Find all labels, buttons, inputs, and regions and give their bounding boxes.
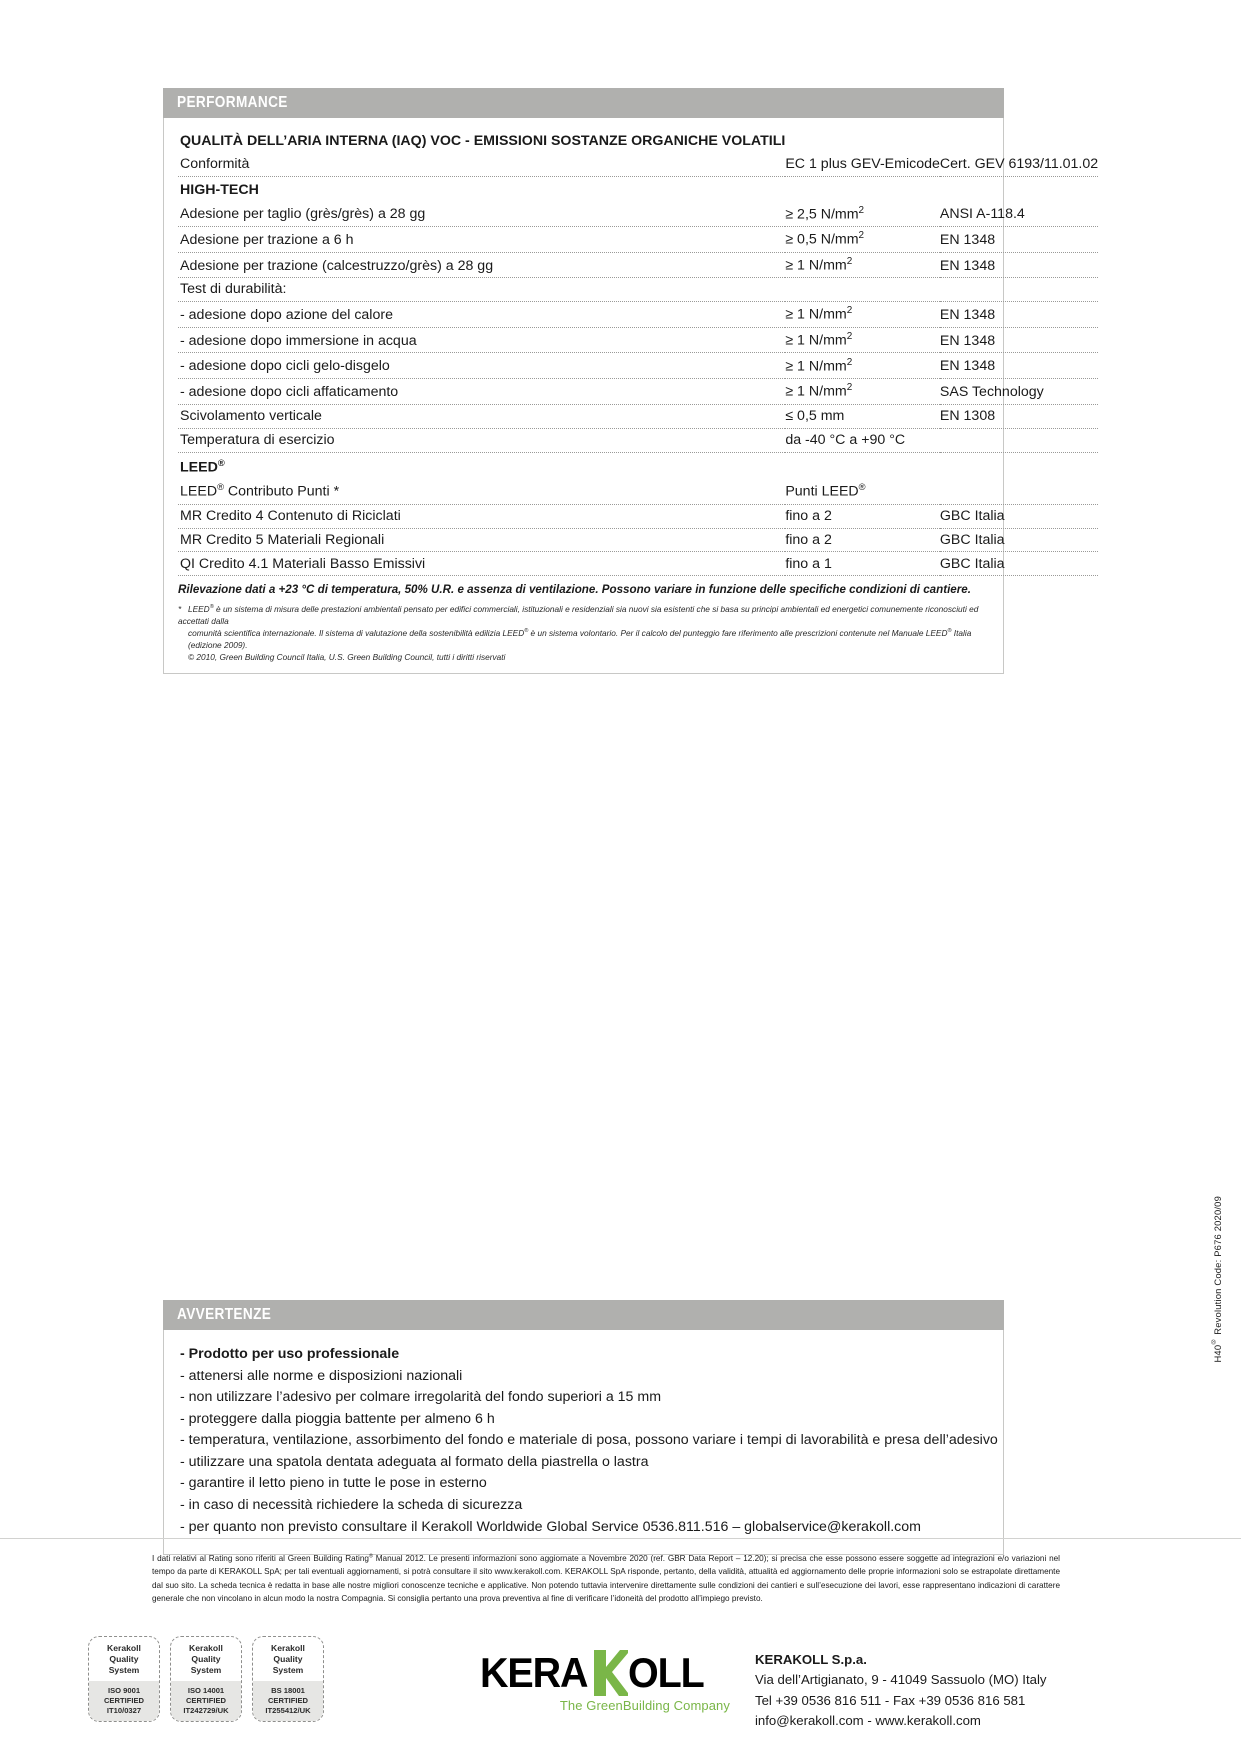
- warnings-section-title: AVVERTENZE: [177, 1306, 272, 1323]
- logo-green-k-icon: [594, 1650, 628, 1696]
- kerakoll-logo: [480, 1650, 730, 1713]
- warning-item: - per quanto non previsto consultare il Kerakoll Worldwide Global Service 0536.811.516 – globalservice@kerakoll.com: [180, 1518, 921, 1535]
- spec-value: [785, 278, 940, 302]
- badge-standard: ISO 9001 CERTIFIED IT10/0327: [89, 1681, 159, 1721]
- warning-item: - in caso di necessità richiedere la scheda di sicurezza: [180, 1497, 523, 1514]
- spec-standard: [940, 278, 1098, 302]
- certification-badge: [252, 1636, 324, 1722]
- warnings-list: [180, 1344, 998, 1538]
- spec-label: Test di durabilità:: [178, 278, 785, 302]
- spec-value: [785, 176, 940, 201]
- certification-badge: [170, 1636, 242, 1722]
- spec-label: Adesione per trazione (calcestruzzo/grès) a 28 gg: [178, 252, 785, 278]
- performance-section: [163, 88, 1099, 674]
- badge-standard: ISO 14001 CERTIFIED IT242729/UK: [171, 1681, 241, 1721]
- spec-label: Scivolamento verticale: [178, 404, 785, 428]
- company-phone: Tel +39 0536 816 511 - Fax +39 0536 816 581: [755, 1692, 1026, 1708]
- warning-item: - Prodotto per uso professionale: [180, 1346, 400, 1362]
- spec-value: da -40 °C a +90 °C: [785, 428, 940, 452]
- spec-value: ≥ 2,5 $N/mm^2$: [785, 201, 940, 226]
- performance-section-header: [163, 88, 1004, 118]
- badge-title: Kerakoll Quality System: [189, 1642, 223, 1675]
- warnings-section-body: [163, 1330, 1004, 1555]
- performance-section-title: PERFORMANCE: [177, 94, 288, 111]
- spec-label: Conformità: [178, 153, 785, 176]
- spec-value: fino a 1: [785, 552, 940, 576]
- spec-standard: EN 1308: [940, 404, 1098, 428]
- spec-standard: [940, 452, 1098, 479]
- footer-divider: [0, 1538, 1241, 1539]
- spec-standard: GBC Italia: [940, 504, 1098, 528]
- spec-standard: GBC Italia: [940, 528, 1098, 552]
- table-row: [178, 327, 1098, 353]
- leed-footnote-line-3: © 2010, Green Building Council Italia, U.S. Green Building Council, tutti i diritti riservati: [188, 651, 506, 662]
- spec-label: HIGH-TECH: [180, 181, 259, 198]
- spec-group-row: [178, 128, 1098, 153]
- spec-value: ≥ 1 $N/mm^2$: [785, 252, 940, 278]
- footnote-asterisk: *: [178, 604, 182, 615]
- warnings-section-header: [163, 1300, 1004, 1330]
- warning-item: - temperatura, ventilazione, assorbimento del fondo e materiale di posa, possono variare i tempi di lavorabilità e presa dell’adesivo: [180, 1432, 998, 1449]
- table-row: [178, 404, 1098, 428]
- warning-item: - non utilizzare l’adesivo per colmare irregolarità del fondo superiori a 15 mm: [180, 1389, 662, 1406]
- company-address-block: [755, 1650, 1047, 1732]
- performance-section-body: [163, 118, 1099, 674]
- logo-text-oll: OLL: [628, 1649, 704, 1696]
- spec-standard: EN 1348: [940, 327, 1098, 353]
- table-row: [178, 302, 1098, 328]
- spec-value: ≥ 0,5 $N/mm^2$: [785, 226, 940, 252]
- company-web: info@kerakoll.com - www.kerakoll.com: [755, 1713, 981, 1729]
- page-footer: [0, 1628, 1241, 1754]
- spec-value: ≥ 1 $N/mm^2$: [785, 379, 940, 405]
- company-street: Via dell’Artigianato, 9 - 41049 Sassuolo (MO) Italy: [755, 1672, 1047, 1688]
- company-name: KERAKOLL S.p.a.: [755, 1652, 867, 1667]
- table-row: [178, 379, 1098, 405]
- warning-item: - utilizzare una spatola dentata adeguata al formato della piastrella o lastra: [180, 1453, 649, 1470]
- certification-badge: [88, 1636, 160, 1722]
- measurement-conditions-note: Rilevazione dati a +23 °C di temperatura, 50% U.R. e assenza di ventilazione. Possono variare in funzione delle specifiche condizioni di cantiere.: [178, 583, 971, 597]
- badge-standard: BS 18001 CERTIFIED IT255412/UK: [253, 1681, 323, 1721]
- spec-label: LEED® Contributo Punti *: [178, 479, 785, 504]
- spec-value: [785, 452, 940, 479]
- spec-standard: [940, 128, 1098, 153]
- logo-tagline: The GreenBuilding Company: [559, 1698, 730, 1713]
- spec-value: [785, 128, 940, 153]
- table-row: [178, 252, 1098, 278]
- spec-label: - adesione dopo cicli affaticamento: [178, 379, 785, 405]
- spec-value: ≥ 1 $N/mm^2$: [785, 327, 940, 353]
- warning-item: - proteggere dalla pioggia battente per almeno 6 h: [180, 1410, 495, 1427]
- spec-label: MR Credito 5 Materiali Regionali: [178, 528, 785, 552]
- spec-label: - adesione dopo azione del calore: [178, 302, 785, 328]
- spec-standard: [940, 428, 1098, 452]
- warning-item: - attenersi alle norme e disposizioni nazionali: [180, 1367, 463, 1384]
- spec-value: EC 1 plus GEV-Emicode: [785, 153, 940, 176]
- table-row: [178, 428, 1098, 452]
- spec-standard: GBC Italia: [940, 552, 1098, 576]
- table-row: [178, 353, 1098, 379]
- revision-code: H40® Revolution Code: P676 2020/09: [1209, 1196, 1223, 1363]
- spec-standard: SAS Technology: [940, 379, 1098, 405]
- spec-standard: [940, 176, 1098, 201]
- warnings-section: [163, 1300, 1004, 1555]
- table-row: [178, 278, 1098, 302]
- spec-standard: Cert. GEV 6193/11.01.02: [940, 153, 1098, 176]
- spec-label: QUALITÀ DELL’ARIA INTERNA (IAQ) VOC - EMISSIONI SOSTANZE ORGANICHE VOLATILI: [180, 133, 786, 149]
- spec-standard: EN 1348: [940, 353, 1098, 379]
- spec-standard: ANSI A-118.4: [940, 201, 1098, 226]
- badge-title: Kerakoll Quality System: [271, 1642, 305, 1675]
- leed-footnote-line-2: comunità scientifica internazionale. Il sistema di valutazione della sostenibilità edilizia LEED® è un sistema volontario. Per il calcolo del punteggio fare riferimento alle prescrizioni contenute nel Manuale LEED® Italia (edizione 2009).: [188, 627, 972, 650]
- table-row: [178, 504, 1098, 528]
- badge-title: Kerakoll Quality System: [107, 1642, 141, 1675]
- performance-spec-table: [178, 128, 1098, 576]
- legal-disclaimer: I dati relativi al Rating sono riferiti al Green Building Rating® Manual 2012. Le presenti informazioni sono aggiornate a Novembre 2020 (ref. GBR Data Report – 12.20); si precisa che esse possono essere soggette ad integrazioni e/o variazioni nel tempo da parte di KERAKOLL SpA; per tali eventuali aggiornamenti, si potrà consultare il sito www.kerakoll.com. KERAKOLL SpA risponde, pertanto, della validità, attualità ed aggiornamento delle proprie informazioni solo se estrapolate direttamente dal suo sito. La scheda tecnica è redatta in base alle nostre migliori conoscenze tecniche e applicative. Non potendo tuttavia intervenire direttamente sulle condizioni dei cantieri e sull’esecuzione dei lavori, esse rappresentano indicazioni di carattere generale che non vincolano in alcun modo la nostra Compagnia. Si consiglia pertanto una prova preventiva al fine di verificare l’idoneità del prodotto all’impiego previsto.: [152, 1553, 1061, 1603]
- spec-label: Adesione per trazione a 6 h: [178, 226, 785, 252]
- table-row: [178, 201, 1098, 226]
- spec-value: fino a 2: [785, 528, 940, 552]
- spec-value: Punti LEED®: [785, 479, 940, 504]
- spec-value: ≤ 0,5 mm: [785, 404, 940, 428]
- warning-item: - garantire il letto pieno in tutte le pose in esterno: [180, 1475, 487, 1492]
- spec-value: fino a 2: [785, 504, 940, 528]
- leed-footnote: [178, 604, 989, 663]
- spec-standard: EN 1348: [940, 302, 1098, 328]
- spec-value: ≥ 1 $N/mm^2$: [785, 302, 940, 328]
- spec-standard: EN 1348: [940, 252, 1098, 278]
- table-row: [178, 479, 1098, 504]
- spec-label: - adesione dopo immersione in acqua: [178, 327, 785, 353]
- spec-standard: [940, 479, 1098, 504]
- logo-text-kera: KERA: [480, 1649, 588, 1696]
- spec-label: LEED®: [180, 457, 225, 476]
- table-row: [178, 226, 1098, 252]
- table-row: [178, 552, 1098, 576]
- spec-value: ≥ 1 $N/mm^2$: [785, 353, 940, 379]
- spec-group-row: [178, 176, 1098, 201]
- spec-label: Adesione per taglio (grès/grès) a 28 gg: [178, 201, 785, 226]
- spec-group-row: [178, 452, 1098, 479]
- spec-standard: EN 1348: [940, 226, 1098, 252]
- table-row: [178, 153, 1098, 176]
- spec-label: MR Credito 4 Contenuto di Riciclati: [178, 504, 785, 528]
- certification-badges: [88, 1636, 324, 1722]
- spec-label: - adesione dopo cicli gelo-disgelo: [178, 353, 785, 379]
- table-row: [178, 528, 1098, 552]
- spec-label: Temperatura di esercizio: [178, 428, 785, 452]
- spec-label: QI Credito 4.1 Materiali Basso Emissivi: [178, 552, 785, 576]
- leed-footnote-line-1: LEED® è un sistema di misura delle prestazioni ambientali pensato per edifici commerciali, istituzionali e residenziali sia nuovi sia esistenti che si basa su principi ambientali ed energetici comunemente riconosciuti ed accettati dalla: [178, 604, 979, 627]
